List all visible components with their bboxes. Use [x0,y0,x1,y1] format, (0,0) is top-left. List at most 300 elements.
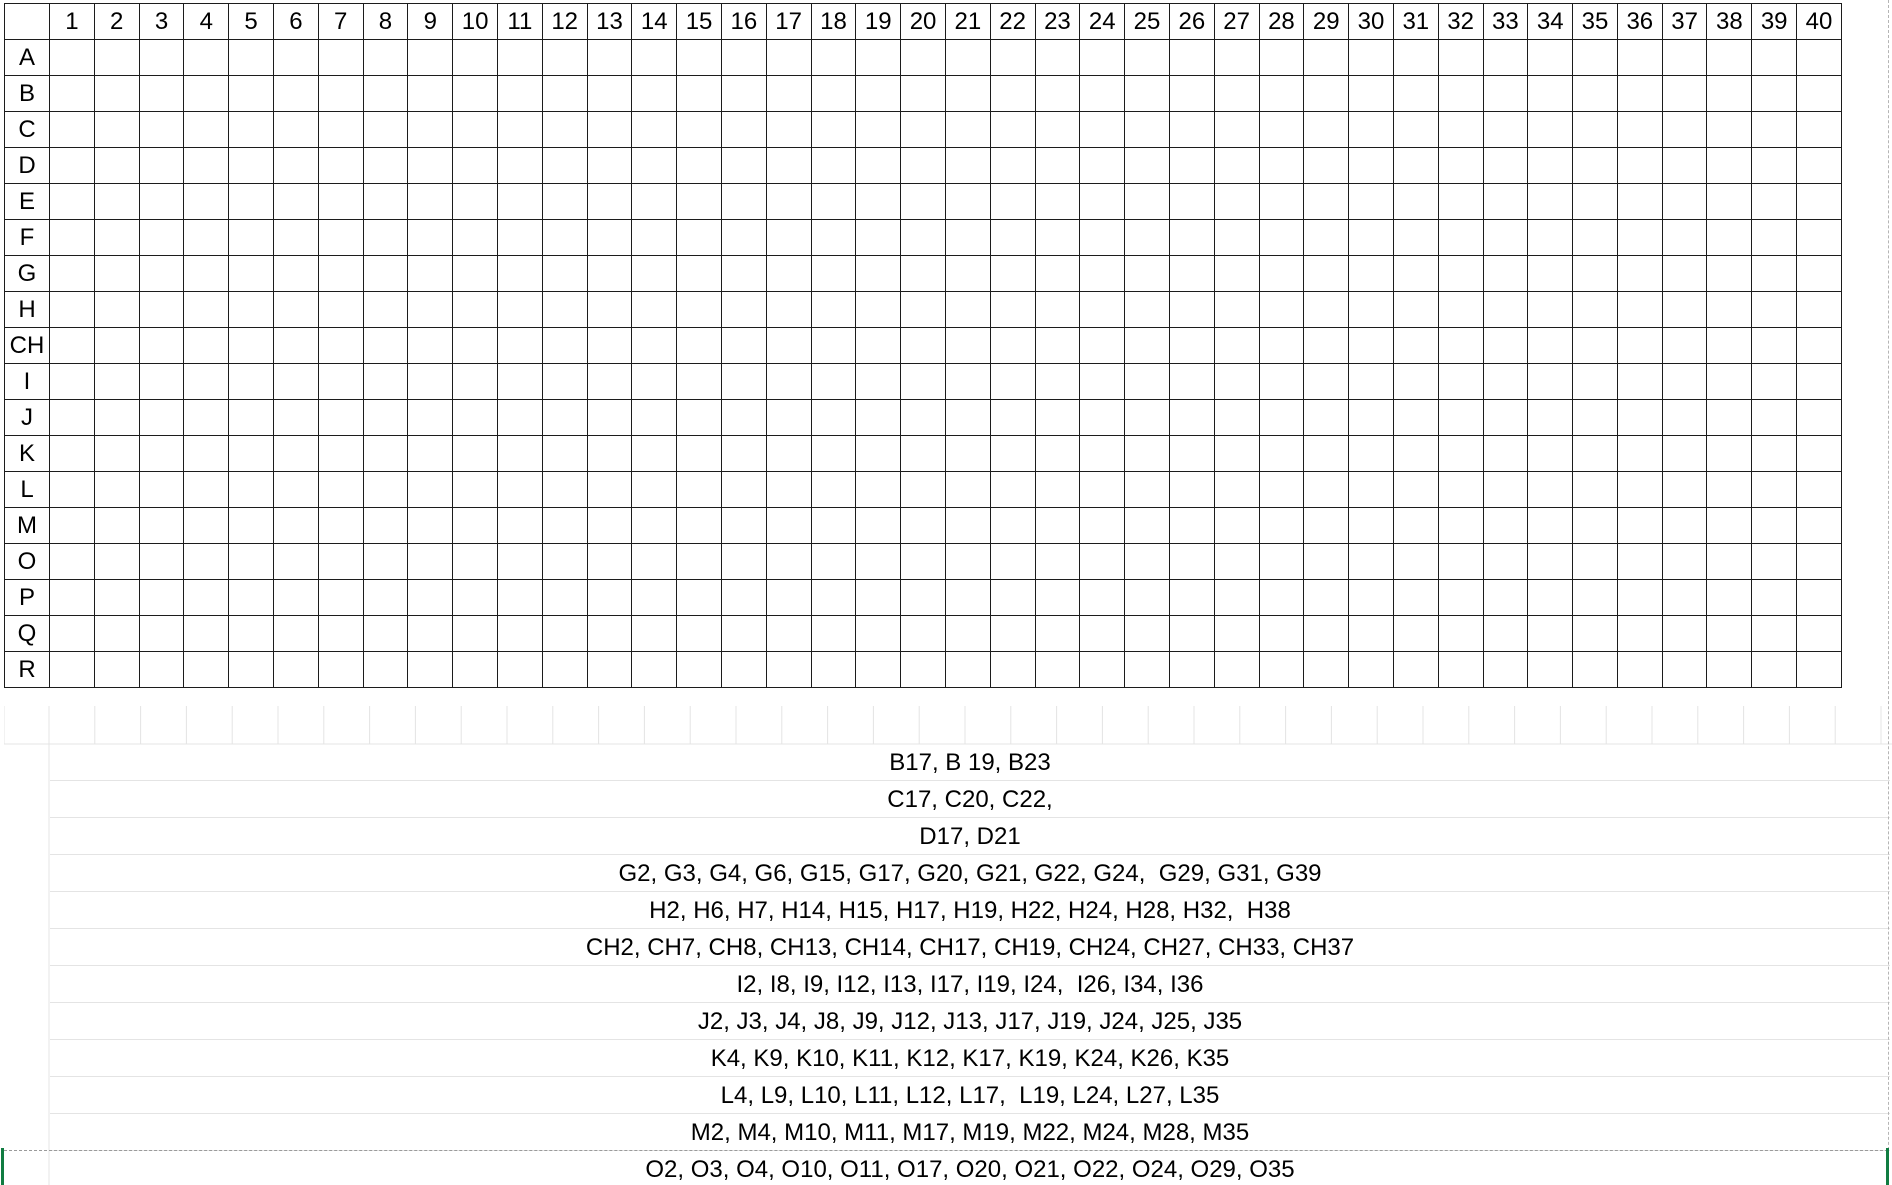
grid-cell-l22[interactable] [990,472,1035,508]
grid-cell-b37[interactable] [1662,76,1707,112]
grid-cell-q38[interactable] [1707,616,1752,652]
grid-cell-ch24[interactable] [1080,328,1125,364]
grid-cell-b34[interactable] [1528,76,1573,112]
grid-cell-l21[interactable] [945,472,990,508]
grid-cell-h18[interactable] [811,292,856,328]
grid-cell-m31[interactable] [1393,508,1438,544]
grid-cell-ch27[interactable] [1214,328,1259,364]
grid-cell-d29[interactable] [1304,148,1349,184]
grid-cell-b11[interactable] [497,76,542,112]
grid-cell-j5[interactable] [229,400,274,436]
grid-cell-k16[interactable] [721,436,766,472]
grid-cell-a10[interactable] [453,40,498,76]
grid-cell-k21[interactable] [945,436,990,472]
grid-cell-c36[interactable] [1617,112,1662,148]
column-header-15[interactable]: 15 [677,4,722,40]
grid-cell-e22[interactable] [990,184,1035,220]
grid-cell-f13[interactable] [587,220,632,256]
grid-cell-d1[interactable] [50,148,95,184]
grid-cell-k13[interactable] [587,436,632,472]
grid-cell-i16[interactable] [721,364,766,400]
grid-cell-d22[interactable] [990,148,1035,184]
grid-cell-h9[interactable] [408,292,453,328]
grid-cell-p21[interactable] [945,580,990,616]
grid-cell-k34[interactable] [1528,436,1573,472]
grid-cell-o16[interactable] [721,544,766,580]
grid-cell-l2[interactable] [94,472,139,508]
grid-cell-c22[interactable] [990,112,1035,148]
grid-cell-b20[interactable] [901,76,946,112]
grid-cell-d31[interactable] [1393,148,1438,184]
grid-cell-o33[interactable] [1483,544,1528,580]
grid-cell-a28[interactable] [1259,40,1304,76]
grid-cell-h29[interactable] [1304,292,1349,328]
grid-cell-k10[interactable] [453,436,498,472]
grid-cell-i15[interactable] [677,364,722,400]
grid-cell-e9[interactable] [408,184,453,220]
grid-cell-b25[interactable] [1125,76,1170,112]
grid-cell-q31[interactable] [1393,616,1438,652]
column-header-27[interactable]: 27 [1214,4,1259,40]
grid-cell-k40[interactable] [1797,436,1842,472]
grid-cell-c1[interactable] [50,112,95,148]
grid-cell-f18[interactable] [811,220,856,256]
grid-cell-g12[interactable] [542,256,587,292]
grid-cell-l34[interactable] [1528,472,1573,508]
grid-cell-d11[interactable] [497,148,542,184]
grid-cell-e29[interactable] [1304,184,1349,220]
grid-cell-d7[interactable] [318,148,363,184]
grid-cell-q12[interactable] [542,616,587,652]
grid-cell-o25[interactable] [1125,544,1170,580]
grid-cell-c10[interactable] [453,112,498,148]
grid-cell-f4[interactable] [184,220,229,256]
grid-cell-r27[interactable] [1214,652,1259,688]
grid-cell-h14[interactable] [632,292,677,328]
grid-cell-ch37[interactable] [1662,328,1707,364]
grid-cell-c6[interactable] [273,112,318,148]
grid-cell-l40[interactable] [1797,472,1842,508]
grid-cell-o29[interactable] [1304,544,1349,580]
grid-cell-p4[interactable] [184,580,229,616]
grid-cell-j33[interactable] [1483,400,1528,436]
grid-cell-p36[interactable] [1617,580,1662,616]
grid-cell-a24[interactable] [1080,40,1125,76]
grid-cell-k37[interactable] [1662,436,1707,472]
grid-cell-l3[interactable] [139,472,184,508]
grid-cell-p39[interactable] [1752,580,1797,616]
grid-cell-b3[interactable] [139,76,184,112]
grid-cell-b26[interactable] [1169,76,1214,112]
grid-cell-f25[interactable] [1125,220,1170,256]
grid-cell-q16[interactable] [721,616,766,652]
grid-cell-r11[interactable] [497,652,542,688]
grid-cell-o7[interactable] [318,544,363,580]
grid-cell-a4[interactable] [184,40,229,76]
grid-cell-l15[interactable] [677,472,722,508]
grid-cell-o13[interactable] [587,544,632,580]
grid-cell-q22[interactable] [990,616,1035,652]
grid-cell-g18[interactable] [811,256,856,292]
grid-cell-b7[interactable] [318,76,363,112]
grid-cell-r23[interactable] [1035,652,1080,688]
grid-cell-o36[interactable] [1617,544,1662,580]
grid-cell-f21[interactable] [945,220,990,256]
grid-cell-r4[interactable] [184,652,229,688]
column-header-7[interactable]: 7 [318,4,363,40]
grid-cell-c25[interactable] [1125,112,1170,148]
grid-cell-r32[interactable] [1438,652,1483,688]
column-header-10[interactable]: 10 [453,4,498,40]
grid-cell-d4[interactable] [184,148,229,184]
grid-cell-p15[interactable] [677,580,722,616]
grid-cell-r25[interactable] [1125,652,1170,688]
grid-cell-f26[interactable] [1169,220,1214,256]
grid-cell-r33[interactable] [1483,652,1528,688]
grid-cell-p19[interactable] [856,580,901,616]
grid-cell-f22[interactable] [990,220,1035,256]
grid-cell-f12[interactable] [542,220,587,256]
grid-cell-i19[interactable] [856,364,901,400]
grid-cell-l11[interactable] [497,472,542,508]
grid-cell-b19[interactable] [856,76,901,112]
grid-cell-m40[interactable] [1797,508,1842,544]
row-header-c[interactable]: C [5,112,50,148]
grid-cell-ch9[interactable] [408,328,453,364]
grid-cell-c16[interactable] [721,112,766,148]
grid-cell-g16[interactable] [721,256,766,292]
grid-cell-l29[interactable] [1304,472,1349,508]
grid-cell-l1[interactable] [50,472,95,508]
grid-cell-f39[interactable] [1752,220,1797,256]
grid-cell-h40[interactable] [1797,292,1842,328]
note-line[interactable]: B17, B 19, B23 [50,744,1890,781]
grid-cell-ch5[interactable] [229,328,274,364]
row-header-ch[interactable]: CH [5,328,50,364]
grid-cell-p20[interactable] [901,580,946,616]
row-header-l[interactable]: L [5,472,50,508]
grid-cell-f40[interactable] [1797,220,1842,256]
grid-cell-f37[interactable] [1662,220,1707,256]
grid-cell-p34[interactable] [1528,580,1573,616]
grid-cell-q20[interactable] [901,616,946,652]
grid-cell-d16[interactable] [721,148,766,184]
grid-cell-a7[interactable] [318,40,363,76]
grid-cell-k28[interactable] [1259,436,1304,472]
grid-cell-i38[interactable] [1707,364,1752,400]
grid-cell-c14[interactable] [632,112,677,148]
grid-cell-c2[interactable] [94,112,139,148]
grid-cell-r36[interactable] [1617,652,1662,688]
grid-cell-g5[interactable] [229,256,274,292]
grid-cell-f16[interactable] [721,220,766,256]
grid-cell-a16[interactable] [721,40,766,76]
grid-cell-p23[interactable] [1035,580,1080,616]
grid-cell-i28[interactable] [1259,364,1304,400]
grid-cell-k3[interactable] [139,436,184,472]
grid-cell-c23[interactable] [1035,112,1080,148]
grid-cell-c37[interactable] [1662,112,1707,148]
grid-cell-j26[interactable] [1169,400,1214,436]
grid-cell-f10[interactable] [453,220,498,256]
grid-cell-a15[interactable] [677,40,722,76]
grid-cell-ch36[interactable] [1617,328,1662,364]
grid-cell-q17[interactable] [766,616,811,652]
grid-cell-ch34[interactable] [1528,328,1573,364]
grid-cell-d21[interactable] [945,148,990,184]
grid-cell-m35[interactable] [1573,508,1618,544]
grid-cell-b22[interactable] [990,76,1035,112]
grid-cell-d14[interactable] [632,148,677,184]
grid-cell-g3[interactable] [139,256,184,292]
grid-cell-k22[interactable] [990,436,1035,472]
grid-cell-o24[interactable] [1080,544,1125,580]
grid-cell-p9[interactable] [408,580,453,616]
grid-cell-e27[interactable] [1214,184,1259,220]
grid-cell-ch4[interactable] [184,328,229,364]
grid-cell-l23[interactable] [1035,472,1080,508]
grid-cell-ch7[interactable] [318,328,363,364]
grid-cell-f33[interactable] [1483,220,1528,256]
column-header-8[interactable]: 8 [363,4,408,40]
grid-cell-i23[interactable] [1035,364,1080,400]
grid-cell-q3[interactable] [139,616,184,652]
grid-cell-i17[interactable] [766,364,811,400]
grid-cell-a27[interactable] [1214,40,1259,76]
grid-cell-m8[interactable] [363,508,408,544]
grid-cell-c17[interactable] [766,112,811,148]
grid-cell-q11[interactable] [497,616,542,652]
column-header-9[interactable]: 9 [408,4,453,40]
grid-cell-f3[interactable] [139,220,184,256]
column-header-28[interactable]: 28 [1259,4,1304,40]
grid-cell-q6[interactable] [273,616,318,652]
grid-cell-m24[interactable] [1080,508,1125,544]
grid-cell-e40[interactable] [1797,184,1842,220]
grid-cell-a36[interactable] [1617,40,1662,76]
grid-cell-l31[interactable] [1393,472,1438,508]
grid-cell-e1[interactable] [50,184,95,220]
grid-cell-h26[interactable] [1169,292,1214,328]
grid-cell-a23[interactable] [1035,40,1080,76]
grid-cell-d3[interactable] [139,148,184,184]
grid-cell-ch15[interactable] [677,328,722,364]
row-header-i[interactable]: I [5,364,50,400]
grid-cell-ch18[interactable] [811,328,856,364]
grid-cell-ch2[interactable] [94,328,139,364]
grid-cell-o4[interactable] [184,544,229,580]
grid-cell-e32[interactable] [1438,184,1483,220]
row-header-o[interactable]: O [5,544,50,580]
grid-cell-a3[interactable] [139,40,184,76]
grid-cell-e2[interactable] [94,184,139,220]
grid-cell-c27[interactable] [1214,112,1259,148]
grid-cell-d24[interactable] [1080,148,1125,184]
grid-cell-j37[interactable] [1662,400,1707,436]
grid-cell-g2[interactable] [94,256,139,292]
grid-cell-h23[interactable] [1035,292,1080,328]
grid-cell-i1[interactable] [50,364,95,400]
grid-cell-f19[interactable] [856,220,901,256]
grid-cell-a5[interactable] [229,40,274,76]
grid-cell-i2[interactable] [94,364,139,400]
grid-cell-b12[interactable] [542,76,587,112]
grid-cell-a40[interactable] [1797,40,1842,76]
grid-cell-c34[interactable] [1528,112,1573,148]
row-header-q[interactable]: Q [5,616,50,652]
grid-cell-m20[interactable] [901,508,946,544]
grid-cell-p30[interactable] [1349,580,1394,616]
grid-cell-b38[interactable] [1707,76,1752,112]
column-header-39[interactable]: 39 [1752,4,1797,40]
grid-cell-ch3[interactable] [139,328,184,364]
grid-cell-j19[interactable] [856,400,901,436]
grid-cell-j39[interactable] [1752,400,1797,436]
grid-cell-a31[interactable] [1393,40,1438,76]
grid-cell-a13[interactable] [587,40,632,76]
grid-cell-i32[interactable] [1438,364,1483,400]
grid-cell-h16[interactable] [721,292,766,328]
grid-cell-m13[interactable] [587,508,632,544]
column-header-19[interactable]: 19 [856,4,901,40]
grid-cell-j27[interactable] [1214,400,1259,436]
grid-cell-j30[interactable] [1349,400,1394,436]
grid-cell-o8[interactable] [363,544,408,580]
grid-cell-l6[interactable] [273,472,318,508]
row-header-r[interactable]: R [5,652,50,688]
grid-cell-k29[interactable] [1304,436,1349,472]
grid-cell-ch40[interactable] [1797,328,1842,364]
column-header-5[interactable]: 5 [229,4,274,40]
grid-cell-l19[interactable] [856,472,901,508]
note-line[interactable]: G2, G3, G4, G6, G15, G17, G20, G21, G22, G24, G29, G31, G39 [50,855,1890,892]
grid-cell-e35[interactable] [1573,184,1618,220]
grid-cell-o38[interactable] [1707,544,1752,580]
grid-cell-f35[interactable] [1573,220,1618,256]
grid-cell-g25[interactable] [1125,256,1170,292]
grid-cell-a1[interactable] [50,40,95,76]
grid-cell-i7[interactable] [318,364,363,400]
grid-cell-h19[interactable] [856,292,901,328]
grid-cell-i35[interactable] [1573,364,1618,400]
grid-cell-q5[interactable] [229,616,274,652]
grid-cell-ch17[interactable] [766,328,811,364]
grid-cell-f7[interactable] [318,220,363,256]
grid-cell-g4[interactable] [184,256,229,292]
grid-cell-f14[interactable] [632,220,677,256]
column-header-16[interactable]: 16 [721,4,766,40]
grid-cell-e13[interactable] [587,184,632,220]
grid-cell-i4[interactable] [184,364,229,400]
grid-cell-g9[interactable] [408,256,453,292]
grid-cell-h5[interactable] [229,292,274,328]
grid-cell-o28[interactable] [1259,544,1304,580]
grid-cell-k1[interactable] [50,436,95,472]
grid-cell-d26[interactable] [1169,148,1214,184]
grid-cell-h31[interactable] [1393,292,1438,328]
grid-cell-h38[interactable] [1707,292,1752,328]
grid-cell-f32[interactable] [1438,220,1483,256]
grid-cell-p16[interactable] [721,580,766,616]
column-header-22[interactable]: 22 [990,4,1035,40]
grid-cell-k38[interactable] [1707,436,1752,472]
grid-cell-e8[interactable] [363,184,408,220]
grid-cell-r34[interactable] [1528,652,1573,688]
grid-cell-j3[interactable] [139,400,184,436]
grid-cell-o12[interactable] [542,544,587,580]
grid-cell-f30[interactable] [1349,220,1394,256]
grid-cell-q25[interactable] [1125,616,1170,652]
grid-cell-g28[interactable] [1259,256,1304,292]
grid-cell-o21[interactable] [945,544,990,580]
grid-cell-h8[interactable] [363,292,408,328]
grid-cell-m29[interactable] [1304,508,1349,544]
grid-cell-j10[interactable] [453,400,498,436]
grid-cell-g7[interactable] [318,256,363,292]
grid-cell-a11[interactable] [497,40,542,76]
grid-cell-c33[interactable] [1483,112,1528,148]
grid-cell-e37[interactable] [1662,184,1707,220]
grid-cell-l24[interactable] [1080,472,1125,508]
grid-cell-ch38[interactable] [1707,328,1752,364]
column-header-25[interactable]: 25 [1125,4,1170,40]
grid-cell-b24[interactable] [1080,76,1125,112]
grid-cell-g26[interactable] [1169,256,1214,292]
grid-cell-p5[interactable] [229,580,274,616]
grid-cell-p3[interactable] [139,580,184,616]
grid-cell-f5[interactable] [229,220,274,256]
grid-cell-d32[interactable] [1438,148,1483,184]
grid-cell-d20[interactable] [901,148,946,184]
grid-cell-b36[interactable] [1617,76,1662,112]
grid-cell-i9[interactable] [408,364,453,400]
grid-cell-m2[interactable] [94,508,139,544]
grid-cell-c31[interactable] [1393,112,1438,148]
grid-cell-q32[interactable] [1438,616,1483,652]
column-header-4[interactable]: 4 [184,4,229,40]
grid-cell-k36[interactable] [1617,436,1662,472]
grid-cell-o32[interactable] [1438,544,1483,580]
grid-cell-f36[interactable] [1617,220,1662,256]
row-header-e[interactable]: E [5,184,50,220]
grid-cell-r37[interactable] [1662,652,1707,688]
note-line[interactable]: K4, K9, K10, K11, K12, K17, K19, K24, K26, K35 [50,1040,1890,1077]
grid-cell-o40[interactable] [1797,544,1842,580]
grid-cell-j28[interactable] [1259,400,1304,436]
grid-cell-g39[interactable] [1752,256,1797,292]
grid-cell-c32[interactable] [1438,112,1483,148]
grid-cell-g32[interactable] [1438,256,1483,292]
grid-cell-g14[interactable] [632,256,677,292]
grid-cell-f24[interactable] [1080,220,1125,256]
grid-cell-i12[interactable] [542,364,587,400]
grid-cell-j36[interactable] [1617,400,1662,436]
grid-cell-r29[interactable] [1304,652,1349,688]
grid-cell-i24[interactable] [1080,364,1125,400]
grid-cell-ch23[interactable] [1035,328,1080,364]
row-header-h[interactable]: H [5,292,50,328]
grid-cell-d13[interactable] [587,148,632,184]
grid-cell-q7[interactable] [318,616,363,652]
grid-cell-p35[interactable] [1573,580,1618,616]
grid-cell-f1[interactable] [50,220,95,256]
column-header-35[interactable]: 35 [1573,4,1618,40]
grid-cell-o6[interactable] [273,544,318,580]
grid-cell-e30[interactable] [1349,184,1394,220]
grid-cell-j17[interactable] [766,400,811,436]
grid-cell-f38[interactable] [1707,220,1752,256]
grid-cell-c38[interactable] [1707,112,1752,148]
